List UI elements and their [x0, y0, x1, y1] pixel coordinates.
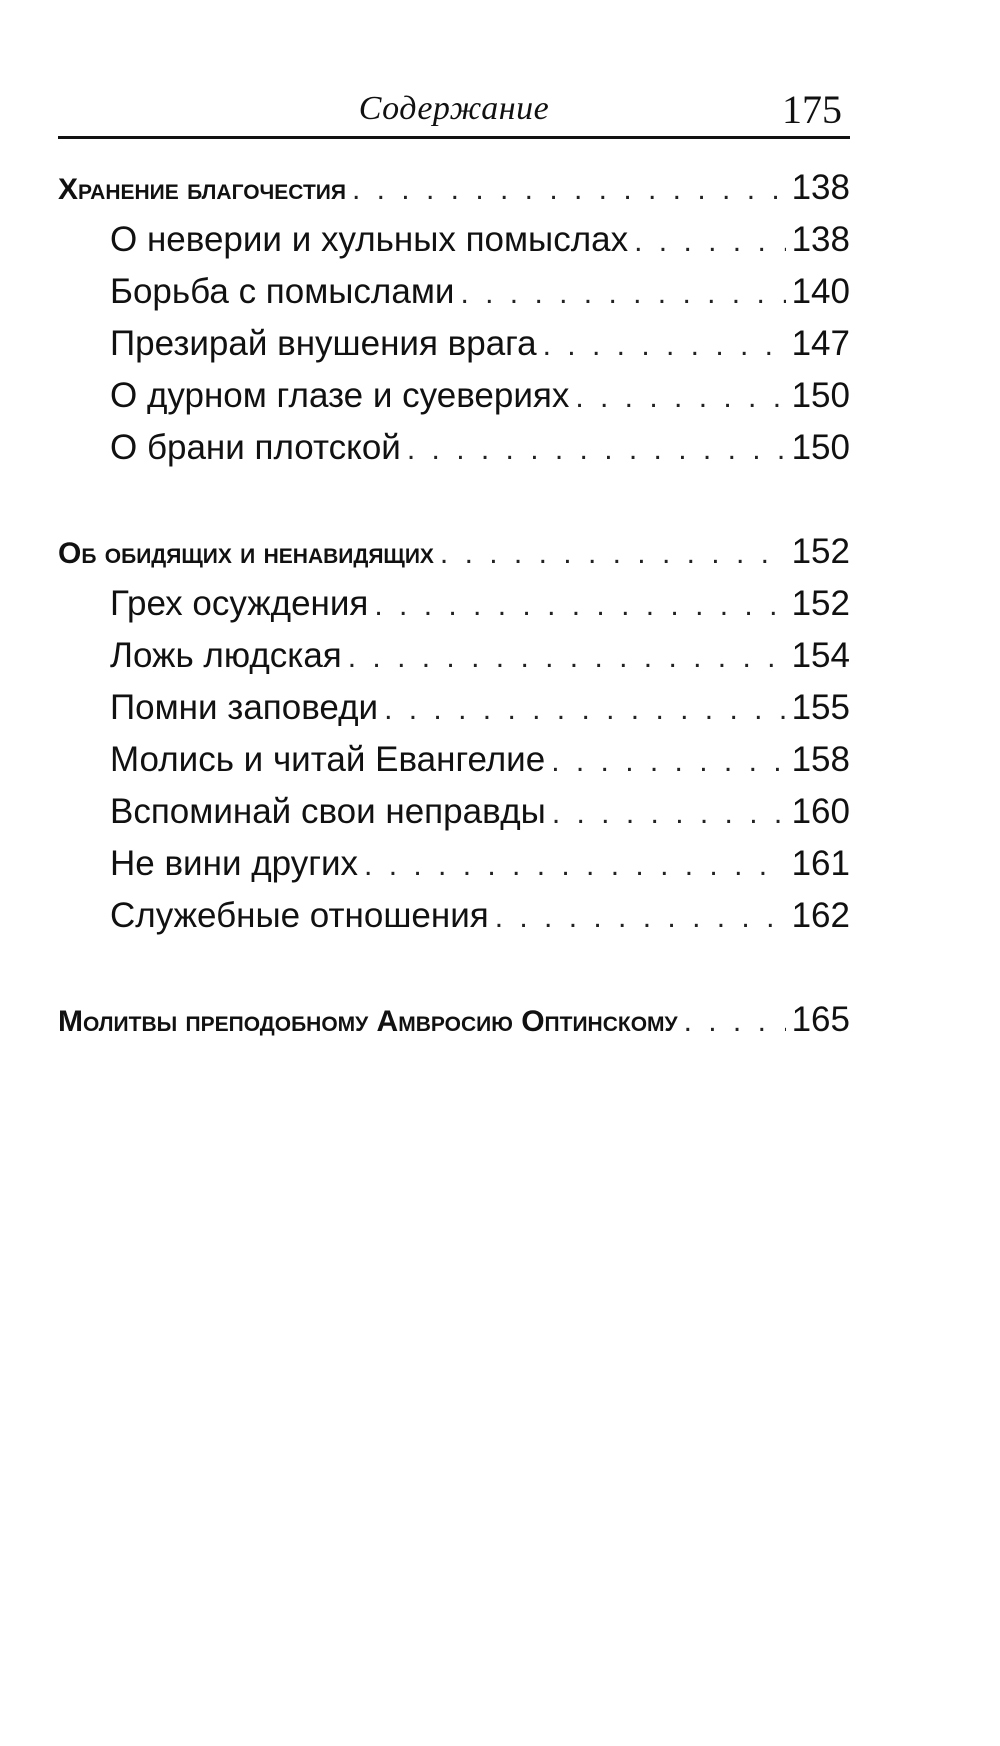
toc-entry[interactable]	[58, 214, 850, 266]
header-title: Содержание	[358, 90, 550, 127]
toc-entry-title: О дурном глазе и суевериях	[110, 376, 570, 415]
dot-leader	[352, 164, 786, 216]
toc-entry-title: Грех осуждения	[110, 584, 369, 623]
section-spacer	[58, 474, 850, 526]
toc-entry-title: Презирай внушения врага	[110, 324, 537, 363]
toc-page-number: 165	[791, 1000, 850, 1039]
toc-entry[interactable]	[58, 422, 850, 474]
toc-section-heading[interactable]	[58, 162, 850, 214]
toc-page-number: 140	[791, 272, 850, 311]
dot-leader	[384, 684, 786, 736]
dot-leader	[407, 424, 786, 476]
toc-page-number: 147	[791, 324, 850, 363]
toc-entry[interactable]	[58, 370, 850, 422]
toc-page-number: 161	[791, 844, 850, 883]
toc-page-number: 158	[791, 740, 850, 779]
dot-leader	[495, 892, 786, 944]
toc-page-number: 155	[791, 688, 850, 727]
toc-entry[interactable]	[58, 266, 850, 318]
toc-entry[interactable]	[58, 682, 850, 734]
toc-section-title: Об обидящих и ненавидящих	[58, 537, 434, 570]
dot-leader	[634, 216, 785, 268]
dot-leader	[374, 580, 785, 632]
toc-entry-title: О неверии и хульных помыслах	[110, 220, 629, 259]
dot-leader	[440, 528, 786, 580]
dot-leader	[684, 996, 786, 1048]
toc-page-number: 154	[791, 636, 850, 675]
dot-leader	[543, 320, 786, 372]
section-spacer	[58, 942, 850, 994]
toc-section-heading[interactable]	[58, 994, 850, 1046]
toc-entry[interactable]	[58, 734, 850, 786]
toc-page-number: 150	[791, 428, 850, 467]
toc-page-number: 162	[791, 896, 850, 935]
toc-entry-title: Вспоминай свои неправды	[110, 792, 546, 831]
toc-entry[interactable]	[58, 890, 850, 942]
toc-page-number: 150	[791, 376, 850, 415]
toc-entry[interactable]	[58, 838, 850, 890]
toc-page-number: 138	[791, 168, 850, 207]
toc-section-title: Молитвы преподобному Амвросию Оптинскому	[58, 1005, 678, 1038]
running-header	[58, 70, 850, 139]
toc-section-heading[interactable]	[58, 526, 850, 578]
toc-entry-title: Борьба с помыслами	[110, 272, 455, 311]
dot-leader	[460, 268, 785, 320]
toc-entry[interactable]	[58, 630, 850, 682]
toc-entry[interactable]	[58, 578, 850, 630]
page-number: 175	[782, 87, 842, 132]
toc-page-number: 160	[791, 792, 850, 831]
toc-section-title: Хранение благочестия	[58, 173, 346, 206]
toc-entry-title: Ложь людская	[110, 636, 342, 675]
toc-entry-title: Не вини других	[110, 844, 359, 883]
toc-entry-title: О брани плотской	[110, 428, 401, 467]
toc-entry[interactable]	[58, 318, 850, 370]
dot-leader	[552, 788, 786, 840]
dot-leader	[364, 840, 786, 892]
dot-leader	[575, 372, 785, 424]
toc-page-number: 152	[791, 532, 850, 571]
dot-leader	[348, 632, 786, 684]
toc-entry-title: Молись и читай Евангелие	[110, 740, 546, 779]
toc-entry-title: Служебные отношения	[110, 896, 489, 935]
dot-leader	[551, 736, 785, 788]
toc-page-number: 152	[791, 584, 850, 623]
toc-entry[interactable]	[58, 786, 850, 838]
toc-page-number: 138	[791, 220, 850, 259]
table-of-contents	[58, 162, 850, 1046]
toc-entry-title: Помни заповеди	[110, 688, 379, 727]
